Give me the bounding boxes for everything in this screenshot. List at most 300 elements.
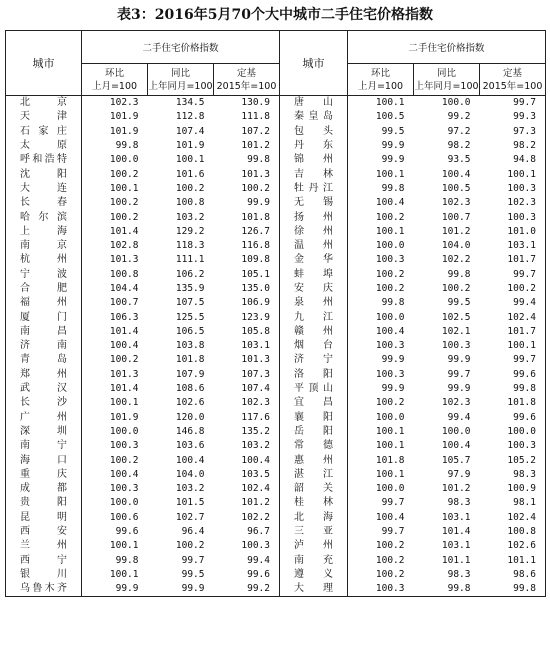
- table-row: [6, 339, 546, 353]
- city-cell: 杭州: [6, 253, 82, 267]
- table-row: [6, 382, 546, 396]
- mom-cell: 100.2: [109, 168, 139, 180]
- yoy-cell: 107.5: [175, 297, 205, 309]
- city-cell: 西宁: [6, 554, 82, 568]
- yoy-cell: 100.8: [175, 197, 205, 209]
- city-cell: 昆明: [6, 511, 82, 525]
- city-cell: 福州: [6, 296, 82, 310]
- fixed-cell: 106.9: [214, 296, 280, 310]
- city-cell: 成都: [6, 482, 82, 496]
- yoy-header-left: 同比 上年同月=100: [148, 64, 214, 96]
- city-cell: 乌鲁木齐: [6, 582, 82, 597]
- table-row: [6, 539, 546, 553]
- city-cell: 济南: [6, 339, 82, 353]
- table-row: [6, 368, 546, 382]
- yoy-cell: 105.7: [441, 454, 471, 466]
- fixed-cell: 102.3: [480, 196, 546, 210]
- yoy-cell: 101.2: [441, 483, 471, 495]
- fixed-cell: 101.7: [480, 253, 546, 267]
- yoy-cell: 100.4: [441, 440, 471, 452]
- fixed-cell: 100.8: [480, 525, 546, 539]
- mom-cell: 100.2: [375, 540, 405, 552]
- table-row: [6, 125, 546, 139]
- city-cell: 遵义: [280, 568, 348, 582]
- yoy-cell: 134.5: [175, 97, 205, 109]
- mom-cell: 101.8: [375, 454, 405, 466]
- yoy-cell: 102.7: [175, 511, 205, 523]
- table-row: [6, 139, 546, 153]
- city-cell: 襄阳: [280, 411, 348, 425]
- fixed-cell: 100.3: [480, 439, 546, 453]
- city-cell: 秦皇岛: [280, 110, 348, 124]
- fixed-cell: 116.8: [214, 239, 280, 253]
- mom-cell: 99.5: [381, 125, 405, 137]
- mom-cell: 100.3: [109, 483, 139, 495]
- price-index-table: [5, 30, 546, 597]
- city-cell: 广州: [6, 411, 82, 425]
- table-row: [6, 268, 546, 282]
- city-cell: 泉州: [280, 296, 348, 310]
- yoy-cell: 107.9: [175, 368, 205, 380]
- mom-cell: 100.3: [375, 368, 405, 380]
- city-cell: 合肥: [6, 282, 82, 296]
- fixed-cell: 99.3: [480, 110, 546, 124]
- mom-cell: 100.1: [375, 468, 405, 480]
- table-row: [6, 568, 546, 582]
- yoy-cell: 99.7: [181, 554, 205, 566]
- yoy-cell: 112.8: [175, 111, 205, 123]
- yoy-cell: 101.9: [175, 140, 205, 152]
- yoy-cell: 101.4: [441, 526, 471, 538]
- fixed-cell: 99.2: [214, 582, 280, 597]
- mom-cell: 99.8: [115, 554, 139, 566]
- fixed-cell: 99.4: [214, 554, 280, 568]
- city-cell: 呼和浩特: [6, 153, 82, 167]
- fixed-cell: 103.2: [214, 439, 280, 453]
- yoy-cell: 100.5: [441, 182, 471, 194]
- table-row: [6, 511, 546, 525]
- mom-cell: 100.1: [375, 225, 405, 237]
- mom-cell: 100.2: [109, 211, 139, 223]
- fixed-cell: 105.1: [214, 268, 280, 282]
- yoy-cell: 146.8: [175, 425, 205, 437]
- yoy-cell: 101.2: [441, 225, 471, 237]
- fixed-cell: 103.5: [214, 468, 280, 482]
- fixed-cell: 101.3: [214, 167, 280, 181]
- yoy-cell: 99.8: [414, 582, 480, 597]
- fixed-cell: 99.8: [214, 153, 280, 167]
- table-row: [6, 310, 546, 324]
- yoy-cell: 98.3: [447, 568, 471, 580]
- city-cell: 徐州: [280, 225, 348, 239]
- fixed-cell: 99.6: [480, 411, 546, 425]
- city-cell: 北京: [6, 96, 82, 111]
- mom-cell: 100.4: [375, 325, 405, 337]
- fixed-cell: 98.6: [480, 568, 546, 582]
- fixed-cell: 100.3: [214, 539, 280, 553]
- index-group-header-left: 二手住宅价格指数: [82, 31, 280, 64]
- mom-cell: 100.2: [375, 568, 405, 580]
- mom-cell: 100.3: [375, 254, 405, 266]
- city-cell: 湛江: [280, 468, 348, 482]
- fixed-cell: 103.1: [480, 239, 546, 253]
- fixed-cell: 100.3: [480, 182, 546, 196]
- yoy-cell: 104.0: [175, 468, 205, 480]
- yoy-cell: 118.3: [175, 240, 205, 252]
- mom-cell: 100.0: [109, 154, 139, 166]
- fixed-header-left: 定基 2015年=100: [214, 64, 280, 96]
- city-cell: 安庆: [280, 282, 348, 296]
- mom-cell: 99.7: [381, 497, 405, 509]
- mom-cell: 100.0: [375, 240, 405, 252]
- mom-cell: 100.1: [109, 568, 139, 580]
- mom-cell: 99.6: [115, 526, 139, 538]
- fixed-cell: 107.3: [214, 368, 280, 382]
- city-cell: 海口: [6, 453, 82, 467]
- mom-cell: 100.1: [375, 425, 405, 437]
- city-cell: 厦门: [6, 310, 82, 324]
- table-row: [6, 210, 546, 224]
- table-title: 表3：2016年5月70个大中城市二手住宅价格指数: [117, 7, 433, 23]
- mom-cell: 106.3: [109, 311, 139, 323]
- yoy-cell: 100.2: [175, 540, 205, 552]
- fixed-cell: 102.4: [480, 310, 546, 324]
- mom-cell: 101.4: [109, 383, 139, 395]
- yoy-cell: 100.4: [441, 168, 471, 180]
- fixed-cell: 101.1: [480, 554, 546, 568]
- yoy-cell: 93.5: [447, 154, 471, 166]
- yoy-cell: 101.8: [175, 354, 205, 366]
- table-row: [6, 425, 546, 439]
- city-cell: 赣州: [280, 325, 348, 339]
- mom-cell: 100.2: [109, 354, 139, 366]
- table-row: [6, 353, 546, 367]
- yoy-cell: 120.0: [175, 411, 205, 423]
- yoy-cell: 98.2: [447, 140, 471, 152]
- yoy-cell: 102.3: [441, 197, 471, 209]
- yoy-cell: 103.1: [441, 511, 471, 523]
- yoy-cell: 100.0: [441, 97, 471, 109]
- fixed-cell: 100.1: [480, 339, 546, 353]
- fixed-cell: 94.8: [480, 153, 546, 167]
- table-row: [6, 296, 546, 310]
- fixed-cell: 98.2: [480, 139, 546, 153]
- fixed-cell: 107.2: [214, 125, 280, 139]
- fixed-cell: 101.8: [214, 210, 280, 224]
- mom-cell: 104.4: [109, 283, 139, 294]
- fixed-cell: 99.7: [480, 353, 546, 367]
- fixed-cell: 97.3: [480, 125, 546, 139]
- mom-cell: 100.3: [348, 582, 414, 597]
- mom-cell: 100.0: [109, 497, 139, 509]
- yoy-cell: 99.2: [447, 111, 471, 123]
- city-cell: 金华: [280, 253, 348, 267]
- city-cell: 郑州: [6, 368, 82, 382]
- yoy-cell: 106.5: [175, 325, 205, 337]
- fixed-cell: 102.4: [480, 511, 546, 525]
- city-cell: 温州: [280, 239, 348, 253]
- mom-cell: 100.1: [109, 397, 139, 409]
- mom-cell: 99.9: [381, 383, 405, 395]
- yoy-cell: 99.9: [148, 582, 214, 597]
- city-cell: 宜昌: [280, 396, 348, 410]
- fixed-cell: 101.2: [214, 496, 280, 510]
- yoy-cell: 99.8: [447, 268, 471, 280]
- fixed-cell: 126.7: [214, 225, 280, 239]
- fixed-cell: 99.6: [214, 568, 280, 582]
- mom-cell: 100.1: [109, 182, 139, 194]
- table-row: [6, 153, 546, 167]
- yoy-cell: 100.3: [441, 340, 471, 352]
- yoy-cell: 101.5: [175, 497, 205, 509]
- mom-cell: 101.3: [109, 254, 139, 266]
- yoy-cell: 103.2: [175, 211, 205, 223]
- city-cell: 南昌: [6, 325, 82, 339]
- fixed-cell: 98.3: [480, 468, 546, 482]
- table-row: [6, 110, 546, 124]
- fixed-cell: 99.7: [480, 96, 546, 111]
- yoy-cell: 100.0: [441, 425, 471, 437]
- mom-cell: 100.4: [375, 197, 405, 209]
- city-cell: 泸州: [280, 539, 348, 553]
- yoy-cell: 101.1: [441, 554, 471, 566]
- city-cell: 桂林: [280, 496, 348, 510]
- yoy-cell: 125.5: [175, 311, 205, 323]
- yoy-cell: 99.9: [447, 354, 471, 366]
- fixed-cell: 102.4: [214, 482, 280, 496]
- fixed-cell: 100.2: [214, 182, 280, 196]
- fixed-cell: 101.8: [480, 396, 546, 410]
- city-cell: 兰州: [6, 539, 82, 553]
- city-cell: 韶关: [280, 482, 348, 496]
- mom-cell: 101.9: [109, 125, 139, 137]
- city-cell: 洛阳: [280, 368, 348, 382]
- mom-cell: 99.8: [115, 140, 139, 152]
- fixed-cell: 105.8: [214, 325, 280, 339]
- city-cell: 长沙: [6, 396, 82, 410]
- mom-cell: 99.9: [82, 582, 148, 597]
- mom-cell: 99.9: [381, 140, 405, 152]
- fixed-cell: 101.2: [214, 139, 280, 153]
- fixed-cell: 99.8: [480, 582, 546, 597]
- fixed-cell: 135.2: [214, 425, 280, 439]
- mom-cell: 99.8: [381, 182, 405, 194]
- fixed-cell: 99.4: [480, 296, 546, 310]
- city-header-right: 城市: [280, 31, 348, 96]
- city-cell: 深圳: [6, 425, 82, 439]
- city-cell: 银川: [6, 568, 82, 582]
- yoy-cell: 103.8: [175, 340, 205, 352]
- mom-cell: 100.4: [375, 511, 405, 523]
- mom-cell: 101.3: [109, 368, 139, 380]
- city-cell: 九江: [280, 310, 348, 324]
- fixed-cell: 99.6: [480, 368, 546, 382]
- mom-cell: 100.1: [109, 540, 139, 552]
- city-cell: 三亚: [280, 525, 348, 539]
- city-cell: 大连: [6, 182, 82, 196]
- yoy-cell: 100.2: [441, 283, 471, 294]
- yoy-cell: 97.9: [447, 468, 471, 480]
- fixed-cell: 100.1: [480, 167, 546, 181]
- table-row: [6, 582, 546, 597]
- mom-cell: 100.4: [109, 468, 139, 480]
- city-cell: 哈尔滨: [6, 210, 82, 224]
- table-row: [6, 468, 546, 482]
- mom-header-right: 环比 上月=100: [348, 64, 414, 96]
- table-row: [6, 182, 546, 196]
- mom-cell: 100.3: [109, 440, 139, 452]
- mom-cell: 99.8: [381, 297, 405, 309]
- table-row: [6, 482, 546, 496]
- city-cell: 南宁: [6, 439, 82, 453]
- fixed-cell: 101.7: [480, 325, 546, 339]
- city-cell: 石家庄: [6, 125, 82, 139]
- fixed-cell: 99.7: [480, 268, 546, 282]
- mom-cell: 100.2: [375, 268, 405, 280]
- yoy-cell: 99.5: [181, 568, 205, 580]
- city-cell: 烟台: [280, 339, 348, 353]
- fixed-cell: 101.3: [214, 353, 280, 367]
- mom-cell: 100.1: [375, 440, 405, 452]
- mom-cell: 100.6: [109, 511, 139, 523]
- mom-header-left: 环比 上月=100: [82, 64, 148, 96]
- yoy-cell: 99.4: [447, 411, 471, 423]
- mom-cell: 100.2: [375, 397, 405, 409]
- mom-cell: 100.2: [109, 454, 139, 466]
- table-row: [6, 496, 546, 510]
- city-cell: 西安: [6, 525, 82, 539]
- mom-cell: 102.3: [109, 97, 139, 109]
- yoy-cell: 108.6: [175, 383, 205, 395]
- table-row: [6, 411, 546, 425]
- city-cell: 重庆: [6, 468, 82, 482]
- fixed-cell: 98.1: [480, 496, 546, 510]
- city-cell: 惠州: [280, 453, 348, 467]
- mom-cell: 100.2: [375, 554, 405, 566]
- city-cell: 唐山: [280, 96, 348, 111]
- city-cell: 吉林: [280, 167, 348, 181]
- fixed-cell: 130.9: [214, 96, 280, 111]
- city-cell: 锦州: [280, 153, 348, 167]
- fixed-cell: 100.2: [480, 282, 546, 296]
- fixed-cell: 102.3: [214, 396, 280, 410]
- yoy-cell: 102.6: [175, 397, 205, 409]
- table-row: [6, 253, 546, 267]
- mom-cell: 99.9: [381, 154, 405, 166]
- yoy-cell: 106.2: [175, 268, 205, 280]
- mom-cell: 100.7: [109, 297, 139, 309]
- fixed-cell: 100.0: [480, 425, 546, 439]
- mom-cell: 100.5: [375, 111, 405, 123]
- mom-cell: 101.4: [109, 225, 139, 237]
- city-cell: 贵阳: [6, 496, 82, 510]
- mom-cell: 99.7: [381, 526, 405, 538]
- yoy-header-right: 同比 上年同月=100: [414, 64, 480, 96]
- mom-cell: 100.8: [109, 268, 139, 280]
- city-cell: 南充: [280, 554, 348, 568]
- fixed-cell: 105.2: [480, 453, 546, 467]
- table-header: [6, 31, 546, 96]
- city-cell: 大理: [280, 582, 348, 597]
- table-row: [6, 225, 546, 239]
- city-cell: 上海: [6, 225, 82, 239]
- mom-cell: 100.3: [375, 340, 405, 352]
- city-cell: 扬州: [280, 210, 348, 224]
- table-row: [6, 453, 546, 467]
- fixed-cell: 96.7: [214, 525, 280, 539]
- yoy-cell: 102.2: [441, 254, 471, 266]
- yoy-cell: 111.1: [175, 254, 205, 266]
- city-cell: 武汉: [6, 382, 82, 396]
- table-row: [6, 96, 546, 111]
- fixed-cell: 107.4: [214, 382, 280, 396]
- yoy-cell: 99.7: [447, 368, 471, 380]
- mom-cell: 100.0: [375, 311, 405, 323]
- mom-cell: 100.2: [375, 211, 405, 223]
- index-group-header-right: 二手住宅价格指数: [348, 31, 546, 64]
- city-cell: 岳阳: [280, 425, 348, 439]
- city-cell: 太原: [6, 139, 82, 153]
- mom-cell: 100.4: [109, 340, 139, 352]
- mom-cell: 100.0: [375, 411, 405, 423]
- mom-cell: 100.2: [109, 197, 139, 209]
- yoy-cell: 100.4: [175, 454, 205, 466]
- fixed-cell: 101.0: [480, 225, 546, 239]
- yoy-cell: 102.1: [441, 325, 471, 337]
- table-row: [6, 396, 546, 410]
- city-cell: 青岛: [6, 353, 82, 367]
- city-cell: 无锡: [280, 196, 348, 210]
- yoy-cell: 100.7: [441, 211, 471, 223]
- yoy-cell: 102.3: [441, 397, 471, 409]
- city-cell: 南京: [6, 239, 82, 253]
- fixed-cell: 117.6: [214, 411, 280, 425]
- fixed-cell: 102.6: [480, 539, 546, 553]
- mom-cell: 101.4: [109, 325, 139, 337]
- table-row: [6, 439, 546, 453]
- mom-cell: 100.2: [375, 283, 405, 294]
- city-cell: 平顶山: [280, 382, 348, 396]
- table-row: [6, 239, 546, 253]
- table-body: [6, 96, 546, 597]
- city-cell: 蚌埠: [280, 268, 348, 282]
- mom-cell: 102.8: [109, 240, 139, 252]
- yoy-cell: 129.2: [175, 225, 205, 237]
- mom-cell: 100.0: [109, 425, 139, 437]
- fixed-cell: 103.1: [214, 339, 280, 353]
- yoy-cell: 102.5: [441, 311, 471, 323]
- fixed-header-right: 定基 2015年=100: [480, 64, 546, 96]
- table-row: [6, 325, 546, 339]
- city-cell: 长春: [6, 196, 82, 210]
- yoy-cell: 99.9: [447, 383, 471, 395]
- mom-cell: 100.0: [375, 483, 405, 495]
- yoy-cell: 107.4: [175, 125, 205, 137]
- mom-cell: 100.1: [375, 168, 405, 180]
- yoy-cell: 101.6: [175, 168, 205, 180]
- yoy-cell: 135.9: [175, 283, 205, 294]
- yoy-cell: 97.2: [447, 125, 471, 137]
- fixed-cell: 100.9: [480, 482, 546, 496]
- table-row: [6, 196, 546, 210]
- table-row: [6, 282, 546, 296]
- yoy-cell: 103.1: [441, 540, 471, 552]
- fixed-cell: 102.2: [214, 511, 280, 525]
- fixed-cell: 100.4: [214, 453, 280, 467]
- city-cell: 丹东: [280, 139, 348, 153]
- fixed-cell: 123.9: [214, 310, 280, 324]
- fixed-cell: 111.8: [214, 110, 280, 124]
